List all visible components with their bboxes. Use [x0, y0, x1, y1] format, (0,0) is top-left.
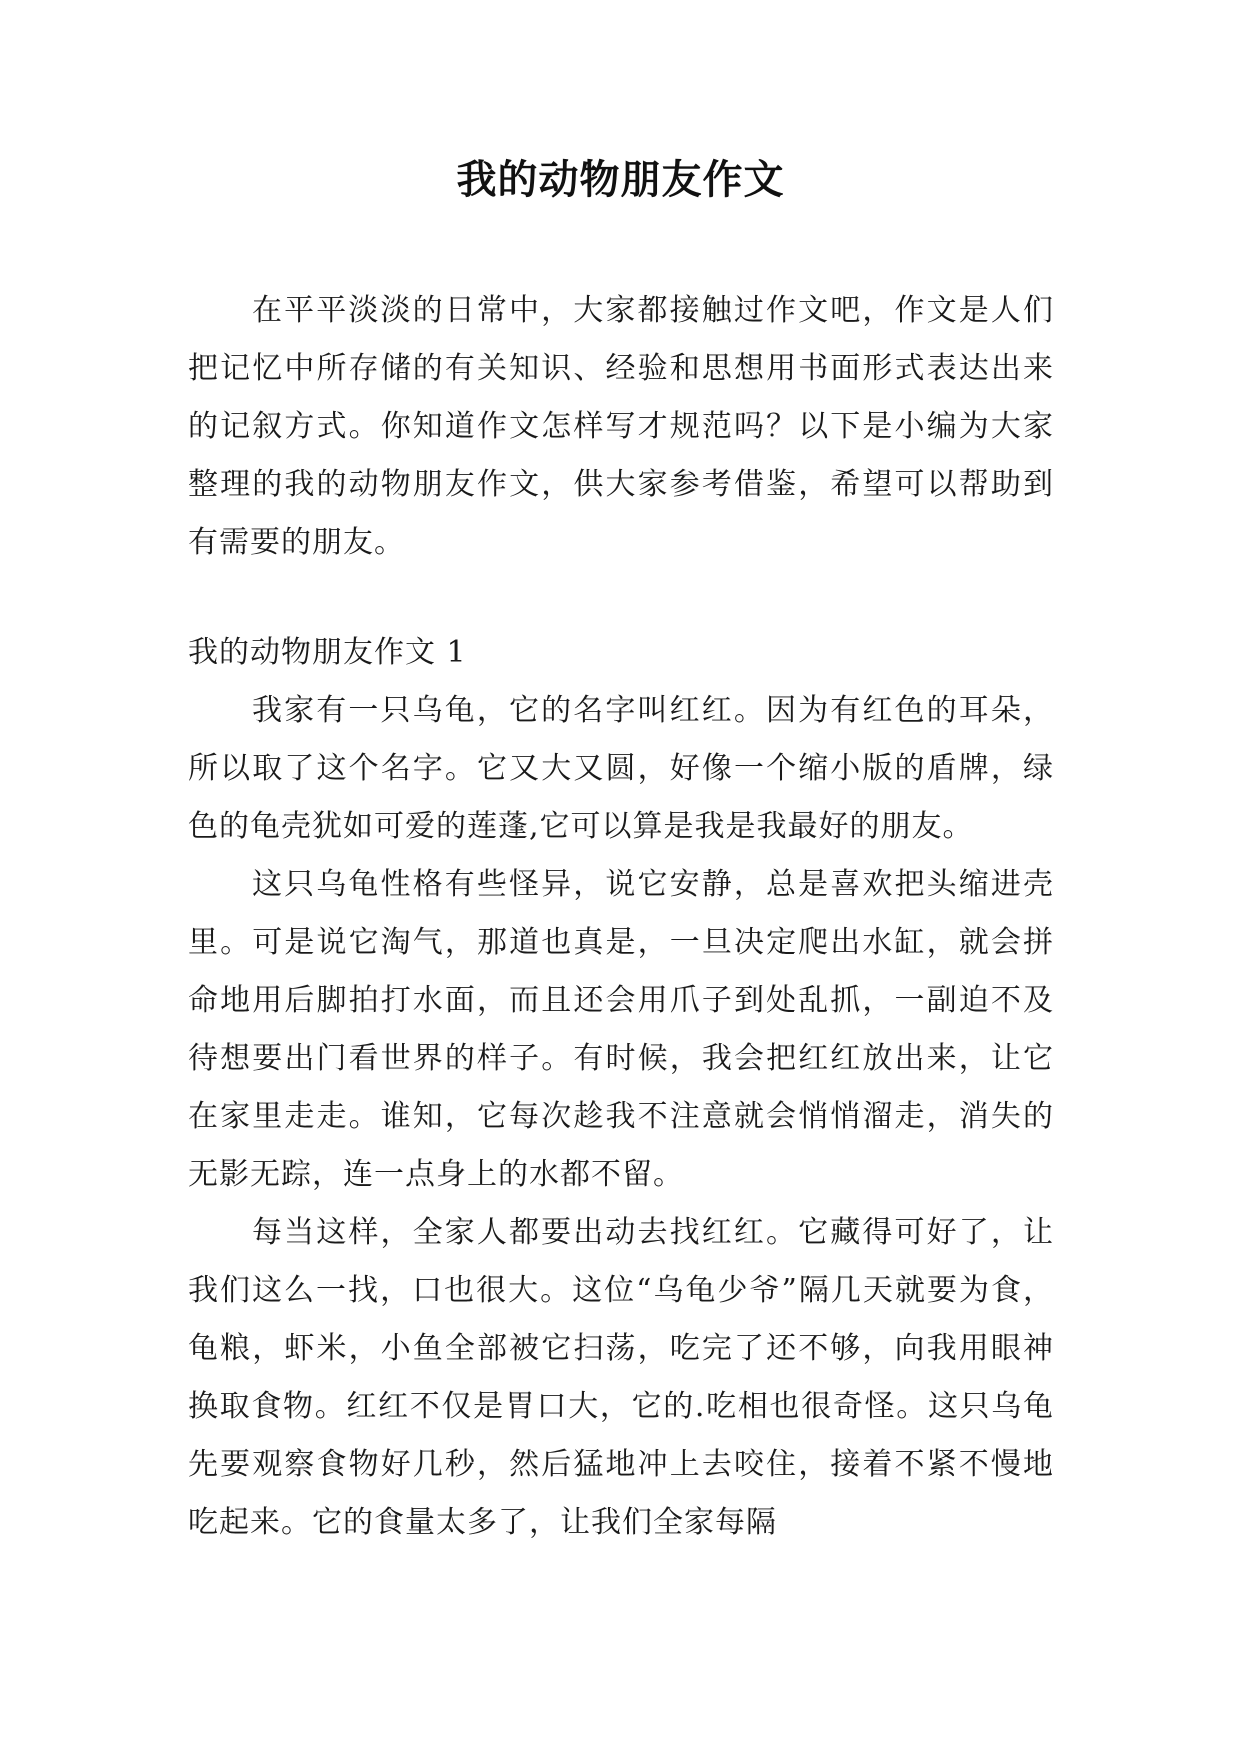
document-body	[188, 282, 1054, 1552]
document-title: 我的动物朋友作文	[456, 157, 785, 203]
body-paragraph-2: 这只乌龟性格有些怪异，说它安静，总是喜欢把头缩进壳里。可是说它淘气，那道也真是，一旦决定爬出水缸，就会拼命地用后脚拍打水面，而且还会用爪子到处乱抓，一副迫不及待想要出门看世界的样子。有时候，我会把红红放出来，让它在家里走走。谁知，它每次趁我不注意就会悄悄溜走，消失的无影无踪，连一点身上的水都不留。	[188, 867, 1054, 1192]
intro-paragraph: 在平平淡淡的日常中，大家都接触过作文吧，作文是人们把记忆中所存储的有关知识、经验和思想用书面形式表达出来的记叙方式。你知道作文怎样写才规范吗？以下是小编为大家整理的我的动物朋友作文，供大家参考借鉴，希望可以帮助到有需要的朋友。	[188, 293, 1054, 560]
section-heading: 我的动物朋友作文 1	[188, 635, 467, 670]
body-paragraph-3: 每当这样，全家人都要出动去找红红。它藏得可好了，让我们这么一找，口也很大。这位“乌龟少爷”隔几天就要为食，龟粮，虾米，小鱼全部被它扫荡，吃完了还不够，向我用眼神换取食物。红红不仅是胃口大，它的.吃相也很奇怪。这只乌龟先要观察食物好几秒，然后猛地冲上去咬住，接着不紧不慢地吃起来。它的食量太多了，让我们全家每隔	[188, 1215, 1054, 1540]
body-paragraph-1: 我家有一只乌龟，它的名字叫红红。因为有红色的耳朵，所以取了这个名字。它又大又圆，好像一个缩小版的盾牌，绿色的龟壳犹如可爱的莲蓬,它可以算是我是我最好的朋友。	[188, 693, 1054, 844]
